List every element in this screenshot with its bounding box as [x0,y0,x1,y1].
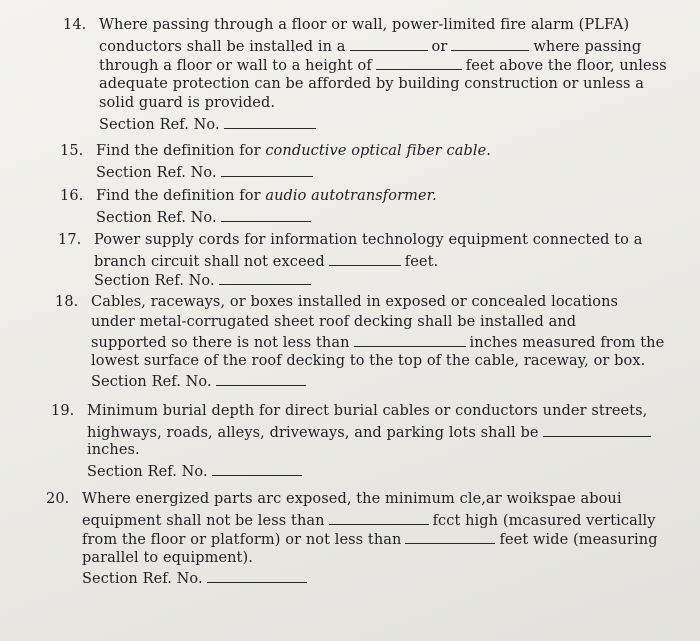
answer-blank[interactable] [451,36,529,51]
answer-blank[interactable] [329,251,401,266]
question-number: 14. [63,17,87,33]
section-ref-label: Section Ref. No. [99,116,220,133]
question-text: Power supply cords for information technology equipment connected to a [94,232,643,248]
question-text: equipment shall not be less than [82,512,325,529]
answer-blank[interactable] [376,55,462,70]
question-text: branch circuit shall not exceed [94,253,325,270]
section-ref-label: Section Ref. No. [91,374,212,390]
question-text: feet wide (measuring [499,532,658,548]
question-text: under metal-corrugated sheet roof decking shall be installed and [91,313,577,330]
question-number: 15. [60,143,84,159]
question-number: 17. [58,232,82,248]
question-text: Find the definition for [96,143,261,159]
section-ref-blank[interactable] [219,270,311,285]
question-text: Find the definition for [96,188,261,204]
answer-blank[interactable] [329,510,429,525]
question-text: highways, roads, alleys, driveways, and parking lots shall be [87,424,539,441]
question-text: through a floor or wall to a height of [99,58,372,74]
section-ref-blank[interactable] [207,568,307,583]
question-text: fcct high (mcasured vertically [432,512,656,529]
question-text: inches measured from the [469,335,665,351]
question-number: 19. [51,403,75,419]
question-text: Minimum burial depth for direct burial cables or conductors under streets, [87,403,648,419]
question-text: inches. [87,442,140,458]
section-ref-blank[interactable] [221,207,311,222]
section-ref-label: Section Ref. No. [87,463,208,480]
question-text: Where energized parts arc exposed, the minimum cle,ar woikspae aboui [82,491,622,507]
question-text: conductors shall be installed in a [99,38,346,55]
question-number: 18. [55,294,79,310]
question-text: from the floor or platform) or not less than [82,532,402,548]
section-ref-blank[interactable] [216,371,306,386]
section-ref-blank[interactable] [212,461,302,476]
question-text: Cables, raceways, or boxes installed in exposed or concealed locations [91,294,619,310]
question-text: supported so there is not less than [91,335,350,351]
defined-term: conductive optical fiber cable. [265,143,491,159]
answer-blank[interactable] [350,36,428,51]
answer-blank[interactable] [543,422,651,437]
question-text: or [431,38,448,55]
question-text: lowest surface of the roof decking to the top of the cable, raceway, or box. [91,352,646,369]
section-ref-label: Section Ref. No. [96,164,217,181]
question-text: solid guard is provided. [99,95,276,111]
defined-term: audio autotransformer. [265,188,437,204]
section-ref-label: Section Ref. No. [94,273,215,289]
section-ref-label: Section Ref. No. [82,571,203,587]
section-ref-label: Section Ref. No. [96,209,217,226]
answer-blank[interactable] [405,529,495,544]
question-text: feet. [404,253,439,270]
question-text: adequate protection can be afforded by building construction or unless a [99,75,645,92]
section-ref-blank[interactable] [224,114,316,129]
answer-blank[interactable] [354,332,466,347]
question-number: 16. [60,188,84,204]
question-number: 20. [46,491,70,507]
question-text: feet above the floor, unless [465,58,667,74]
question-text: parallel to equipment). [82,549,253,566]
question-text: Where passing through a floor or wall, power-limited fire alarm (PLFA) [99,17,630,33]
question-text: where passing [533,38,642,55]
section-ref-blank[interactable] [221,162,313,177]
